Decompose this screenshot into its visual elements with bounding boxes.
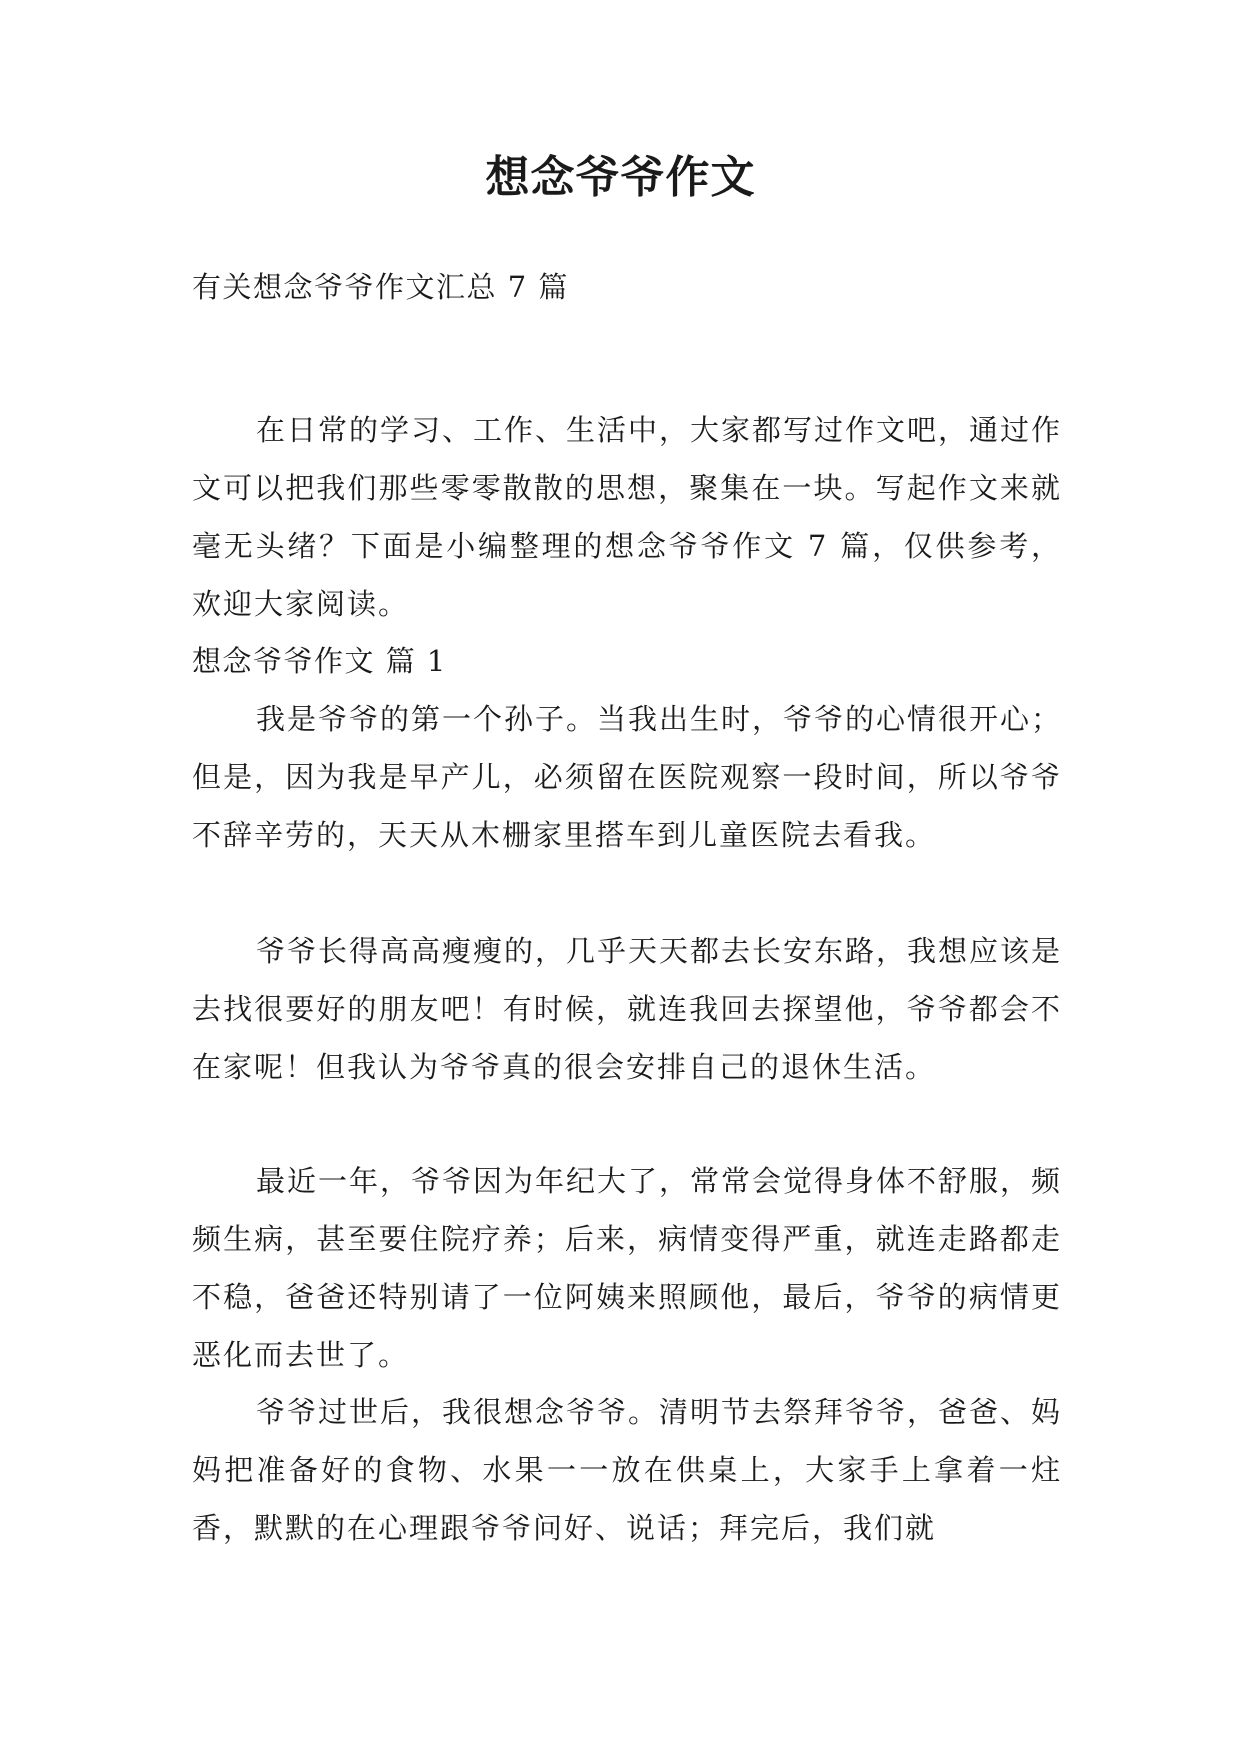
- document-title: 想念爷爷作文: [485, 152, 756, 203]
- document-subtitle: 有关想念爷爷作文汇总 7 篇: [192, 270, 569, 304]
- intro-paragraph: 在日常的学习、工作、生活中，大家都写过作文吧，通过作文可以把我们那些零零散散的思想，聚集在一块。写起作文来就毫无头绪？下面是小编整理的想念爷爷作文 7 篇，仅供参考，欢迎大家阅读。: [192, 413, 1063, 621]
- body-paragraph-4: 爷爷过世后，我很想念爷爷。清明节去祭拜爷爷，爸爸、妈妈把准备好的食物、水果一一放在供桌上，大家手上拿着一炷香，默默的在心理跟爷爷问好、说话；拜完后，我们就: [192, 1395, 1063, 1545]
- body-paragraph-1: 我是爷爷的第一个孙子。当我出生时，爷爷的心情很开心；但是，因为我是早产儿，必须留在医院观察一段时间，所以爷爷不辞辛劳的，天天从木栅家里搭车到儿童医院去看我。: [192, 702, 1063, 852]
- body-paragraph-3: 最近一年，爷爷因为年纪大了，常常会觉得身体不舒服，频频生病，甚至要住院疗养；后来，病情变得严重，就连走路都走不稳，爸爸还特别请了一位阿姨来照顾他，最后，爷爷的病情更恶化而去世了。: [192, 1164, 1063, 1372]
- body-paragraph-2: 爷爷长得高高瘦瘦的，几乎天天都去长安东路，我想应该是去找很要好的朋友吧！有时候，就连我回去探望他，爷爷都会不在家呢！但我认为爷爷真的很会安排自己的退休生活。: [192, 934, 1063, 1084]
- section-heading: 想念爷爷作文 篇 1: [192, 644, 447, 678]
